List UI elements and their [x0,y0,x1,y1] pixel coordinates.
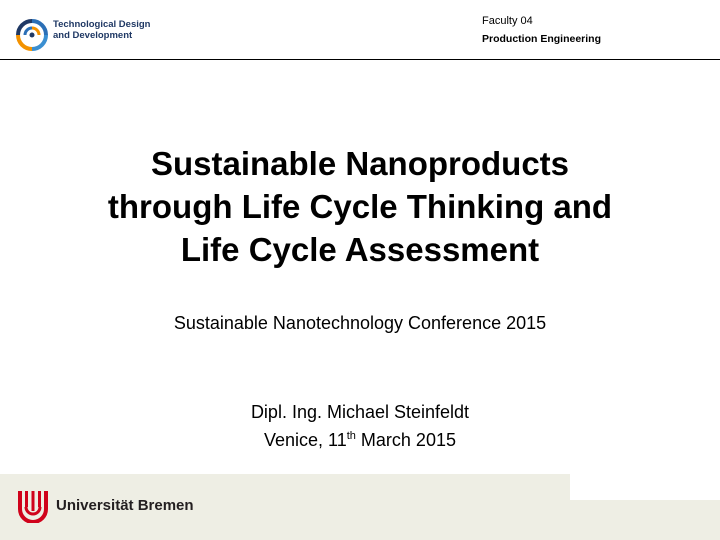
faculty-label: Faculty 04 [482,15,533,27]
university-seal-icon [16,489,50,523]
date-line [40,426,680,454]
title-line-2: through Life Cycle Thinking and [107,188,613,225]
spiral-logo-icon [14,12,50,56]
university-name: Universität Bremen [56,497,194,514]
logo-line2: and Development [53,30,133,41]
author-name: Dipl. Ing. Michael Steinfeldt [250,402,470,422]
date-prefix: Venice, 11 [264,430,347,450]
title-line-3: Life Cycle Assessment [180,231,540,268]
header-divider [0,59,720,60]
slide-title [40,142,680,271]
date-suffix: March 2015 [355,430,456,450]
footer-notch [570,474,720,500]
tdd-logo [14,12,151,56]
date-ordinal: th [346,430,356,442]
author-block [40,398,680,454]
department-label: Production Engineering [482,33,602,45]
logo-line1: Technological Design [53,19,151,30]
faculty-block [482,14,601,46]
conference-name: Sustainable Nanotechnology Conference 2015 [173,313,547,333]
title-line-1: Sustainable Nanoproducts [150,145,570,182]
